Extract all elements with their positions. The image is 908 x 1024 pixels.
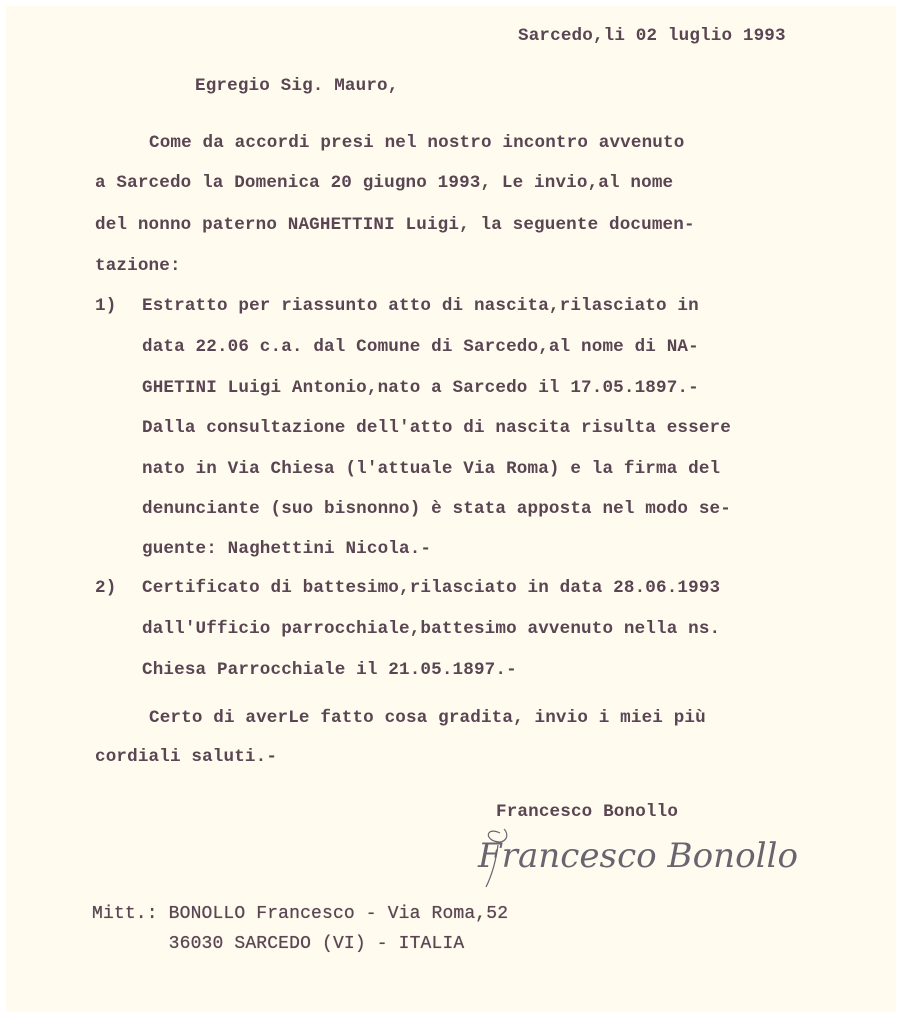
intro-line: a Sarcedo la Domenica 20 giugno 1993, Le invio,al nome [95, 173, 674, 193]
item1-line: guente: Naghettini Nicola.- [142, 539, 432, 559]
item1-line: GHETINI Luigi Antonio,nato a Sarcedo il 17.05.1897.- [142, 378, 699, 398]
salutation: Egregio Sig. Mauro, [195, 76, 399, 96]
item1-line: denunciante (suo bisnonno) è stata apposta nel modo se- [142, 499, 731, 519]
intro-line: del nonno paterno NAGHETTINI Luigi, la seguente documen- [95, 215, 695, 235]
sender-line: Mitt.: BONOLLO Francesco - Via Roma,52 [92, 904, 509, 924]
item2-line: Chiesa Parrocchiale il 21.05.1897.- [142, 660, 517, 680]
typed-signature: Francesco Bonollo [496, 802, 679, 822]
item1-line: Estratto per riassunto atto di nascita,rilasciato in [142, 296, 699, 316]
handwritten-signature [470, 815, 810, 895]
item1-marker: 1) [95, 296, 117, 316]
item1-line: Dalla consultazione dell'atto di nascita risulta essere [142, 418, 731, 438]
item2-line: dall'Ufficio parrocchiale,battesimo avvenuto nella ns. [142, 619, 721, 639]
sender-line: 36030 SARCEDO (VI) - ITALIA [92, 934, 465, 954]
item2-marker: 2) [95, 578, 117, 598]
intro-line: Come da accordi presi nel nostro incontro avvenuto [149, 133, 685, 153]
item2-line: Certificato di battesimo,rilasciato in data 28.06.1993 [142, 578, 721, 598]
signature-script: Francesco Bonollo [476, 836, 798, 876]
date-line: Sarcedo,li 02 luglio 1993 [518, 26, 786, 46]
item1-line: nato in Via Chiesa (l'attuale Via Roma) e la firma del [142, 459, 721, 479]
intro-line: tazione: [95, 256, 181, 276]
closing-line: Certo di averLe fatto cosa gradita, invio i miei più [149, 708, 706, 728]
item1-line: data 22.06 c.a. dal Comune di Sarcedo,al nome di NA- [142, 337, 699, 357]
closing-line: cordiali saluti.- [95, 747, 278, 767]
